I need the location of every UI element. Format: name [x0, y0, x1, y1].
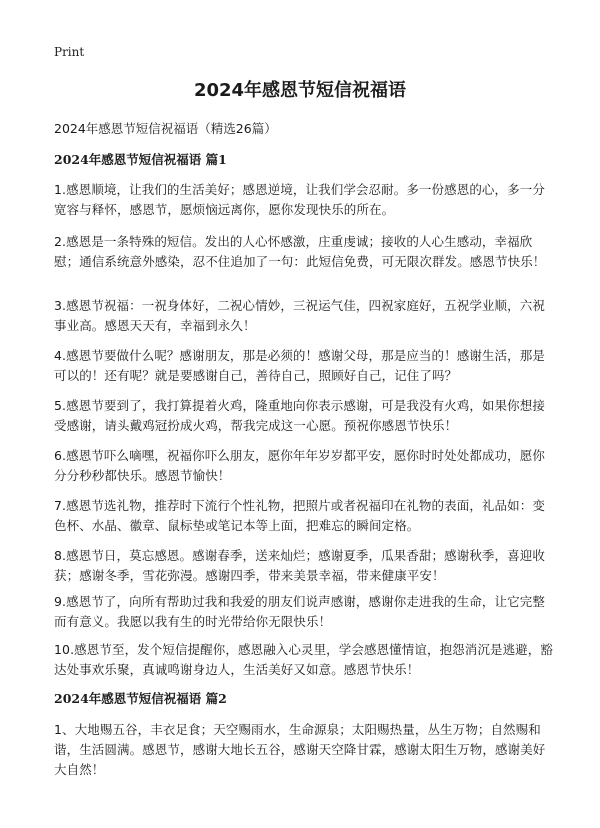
- paragraph-1-7: 7.感恩节选礼物，推荐时下流行个性礼物，把照片或者祝福印在礼物的表面，礼品如：变色杯、水晶、徽章、鼠标垫或笔记本等上面，把难忘的瞬间定格。: [54, 498, 545, 533]
- paragraph-1-5: 5.感恩节要到了，我打算提着火鸡，隆重地向你表示感谢，可是我没有火鸡，如果你想接受感谢，请头戴鸡冠扮成火鸡，帮我完成这一心愿。预祝你感恩节快乐！: [54, 398, 545, 433]
- page-title: 2024年感恩节短信祝福语: [193, 80, 407, 101]
- paragraph-1-3: 3.感恩节祝福：一祝身体好，二祝心情妙，三祝运气佳，四祝家庭好，五祝学业顺，六祝事业高。感恩天天有，幸福到永久！: [54, 298, 545, 333]
- paragraph-1-4: 4.感恩节要做什么呢？感谢朋友，那是必须的！感谢父母，那是应当的！感谢生活，那是可以的！还有呢？就是要感谢自己，善待自己，照顾好自己，记住了吗？: [54, 348, 545, 383]
- paragraph-1-6: 6.感恩节吓么嘀嘿，祝福你吓么朋友，愿你年年岁岁都平安，愿你时时处处都成功，愿你分分秒秒都快乐。感恩节愉快！: [54, 448, 545, 483]
- section-heading-1: 2024年感恩节短信祝福语 篇1: [54, 152, 227, 167]
- paragraph-1-9: 9.感恩节了，向所有帮助过我和我爱的朋友们说声感谢，感谢你走进我的生命，让它完整而有意义。我愿以我有生的时光带给你无限快乐！: [54, 594, 545, 629]
- section-heading-2: 2024年感恩节短信祝福语 篇2: [54, 691, 227, 706]
- paragraph-1-2: 2.感恩是一条特殊的短信。发出的人心怀感激，庄重虔诚；接收的人心生感动，幸福欣慰；通信系统意外感染，忍不住追加了一句：此短信免费，可无限次群发。感恩节快乐！: [54, 234, 546, 269]
- paragraph-1-1: 1.感恩顺境，让我们的生活美好；感恩逆境，让我们学会忍耐。多一份感恩的心，多一分宽容与释怀，感恩节，愿烦恼远离你，愿你发现快乐的所在。: [54, 182, 545, 217]
- paragraph-1-10: 10.感恩节至，发个短信提醒你，感恩融入心灵里，学会感恩懂情谊，抱怨消沉是逃避，豁达处事欢乐聚，真诚鸣谢身边人，生活美好又如意。感恩节快乐！: [54, 642, 553, 677]
- print-link[interactable]: Print: [54, 45, 85, 59]
- paragraph-2-1: 1、大地赐五谷，丰衣足食；天空赐雨水，生命源泉；太阳赐热量，丛生万物；自然赐和谐，生活圆满。感恩节，感谢大地长五谷，感谢天空降甘霖，感谢太阳生万物，感谢美好大自然！: [54, 722, 546, 777]
- document-subtitle: 2024年感恩节短信祝福语（精选26篇）: [54, 121, 277, 136]
- paragraph-1-8: 8.感恩节日，莫忘感恩。感谢春季，送来灿烂；感谢夏季，瓜果香甜；感谢秋季，喜迎收获；感谢冬季，雪花弥漫。感谢四季，带来美景幸福，带来健康平安！: [54, 548, 545, 583]
